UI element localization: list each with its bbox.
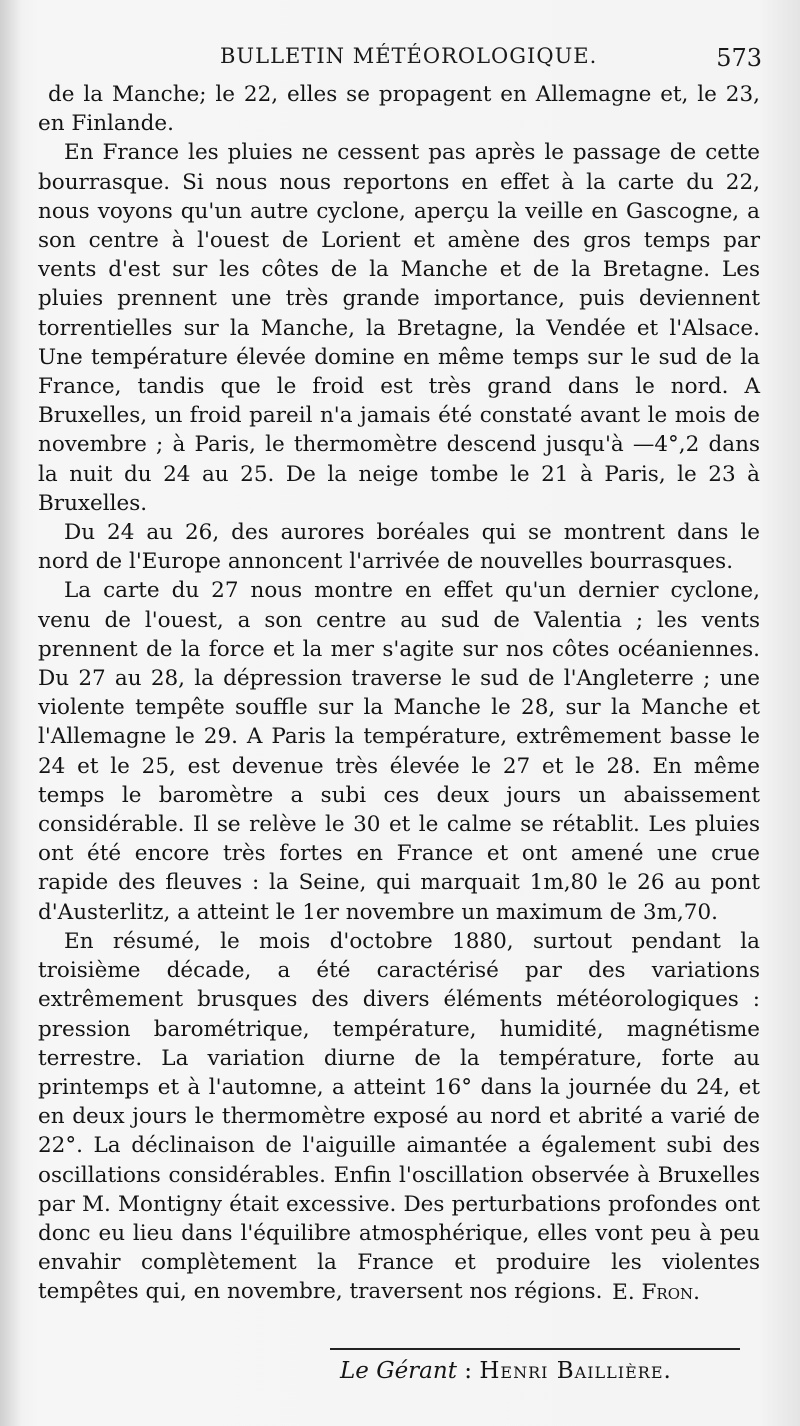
paragraph-1: de la Manche; le 22, elles se propagent en Allemagne et, le 23, en Finlande. xyxy=(38,82,760,137)
page-number: 573 xyxy=(716,44,762,72)
paragraph-2: En France les pluies ne cessent pas après le passage de cette bourrasque. Si nous nous reportons en effet à la carte du 22, nous voyons qu'un autre cyclone, aperçu la veille en Gascogne, a son centre à l'ouest de Lorient et amène des gros temps par vents d'est sur les côtes de la Manche et de la Bretagne. Les pluies prennent une très grande importance, puis deviennent torrentielles sur la Manche, la Bretagne, la Vendée et l'Alsace. Une température élevée domine en même temps sur le sud de la France, tandis que le froid est très grand dans le nord. A Bruxelles, un froid pareil n'a jamais été constaté avant le mois de novembre ; à Paris, le thermomètre descend jusqu'à —4°,2 dans la nuit du 24 au 25. De la neige tombe le 21 à Paris, le 23 à Bruxelles. xyxy=(38,140,760,516)
paragraph-3: Du 24 au 26, des aurores boréales qui se montrent dans le nord de l'Europe annoncent l'arrivée de nouvelles bourrasques. xyxy=(38,520,760,575)
gerant-name: Henri Baillière. xyxy=(479,1358,672,1384)
paragraph-4: La carte du 27 nous montre en effet qu'un dernier cyclone, venu de l'ouest, a son centre au sud de Valentia ; les vents prennent de la force et la mer s'agite sur nos côtes océaniennes. Du 27 au 28, la dépression traverse le sud de l'Angleterre ; une violente tempête souffle sur la Manche le 28, sur la Manche et l'Allemagne le 29. A Paris la température, extrêmement basse le 24 et le 25, est devenue très élevée le 27 et le 28. En même temps le baromètre a subi ces deux jours un abaissement considérable. Il se relève le 30 et le calme se rétablit. Les pluies ont été encore très fortes en France et ont amené une crue rapide des fleuves : la Seine, qui marquait 1m,80 le 26 au pont d'Austerlitz, a atteint le 1er novembre un maximum de 3m,70. xyxy=(38,578,760,925)
footer-rule xyxy=(330,1348,740,1350)
article-body xyxy=(38,80,760,1307)
gerant-label: Le Gérant xyxy=(340,1358,457,1384)
author-signature: E. Fron. xyxy=(612,1279,700,1305)
gerant-separator: : xyxy=(456,1358,480,1384)
publisher-line xyxy=(340,1358,672,1384)
running-title: BULLETIN MÉTÉOROLOGIQUE. xyxy=(220,44,598,68)
paragraph-5: En résumé, le mois d'octobre 1880, surtout pendant la troisième décade, a été caractérisé par des variations extrêmement brusques des divers éléments météorologiques : pression barométrique, température, humidité, magnétisme terrestre. La variation diurne de la température, forte au printemps et à l'automne, a atteint 16° dans la journée du 24, et en deux jours le thermomètre exposé au nord et abrité a varié de 22°. La déclinaison de l'aiguille aimantée a également subi des oscillations considérables. Enfin l'oscillation observée à Bruxelles par M. Montigny était excessive. Des perturbations profondes ont donc eu lieu dans l'équilibre atmosphérique, elles vont peu à peu envahir complètement la France et produire les violentes tempêtes qui, en novembre, traversent nos régions. xyxy=(38,928,760,1305)
running-header xyxy=(0,40,800,80)
